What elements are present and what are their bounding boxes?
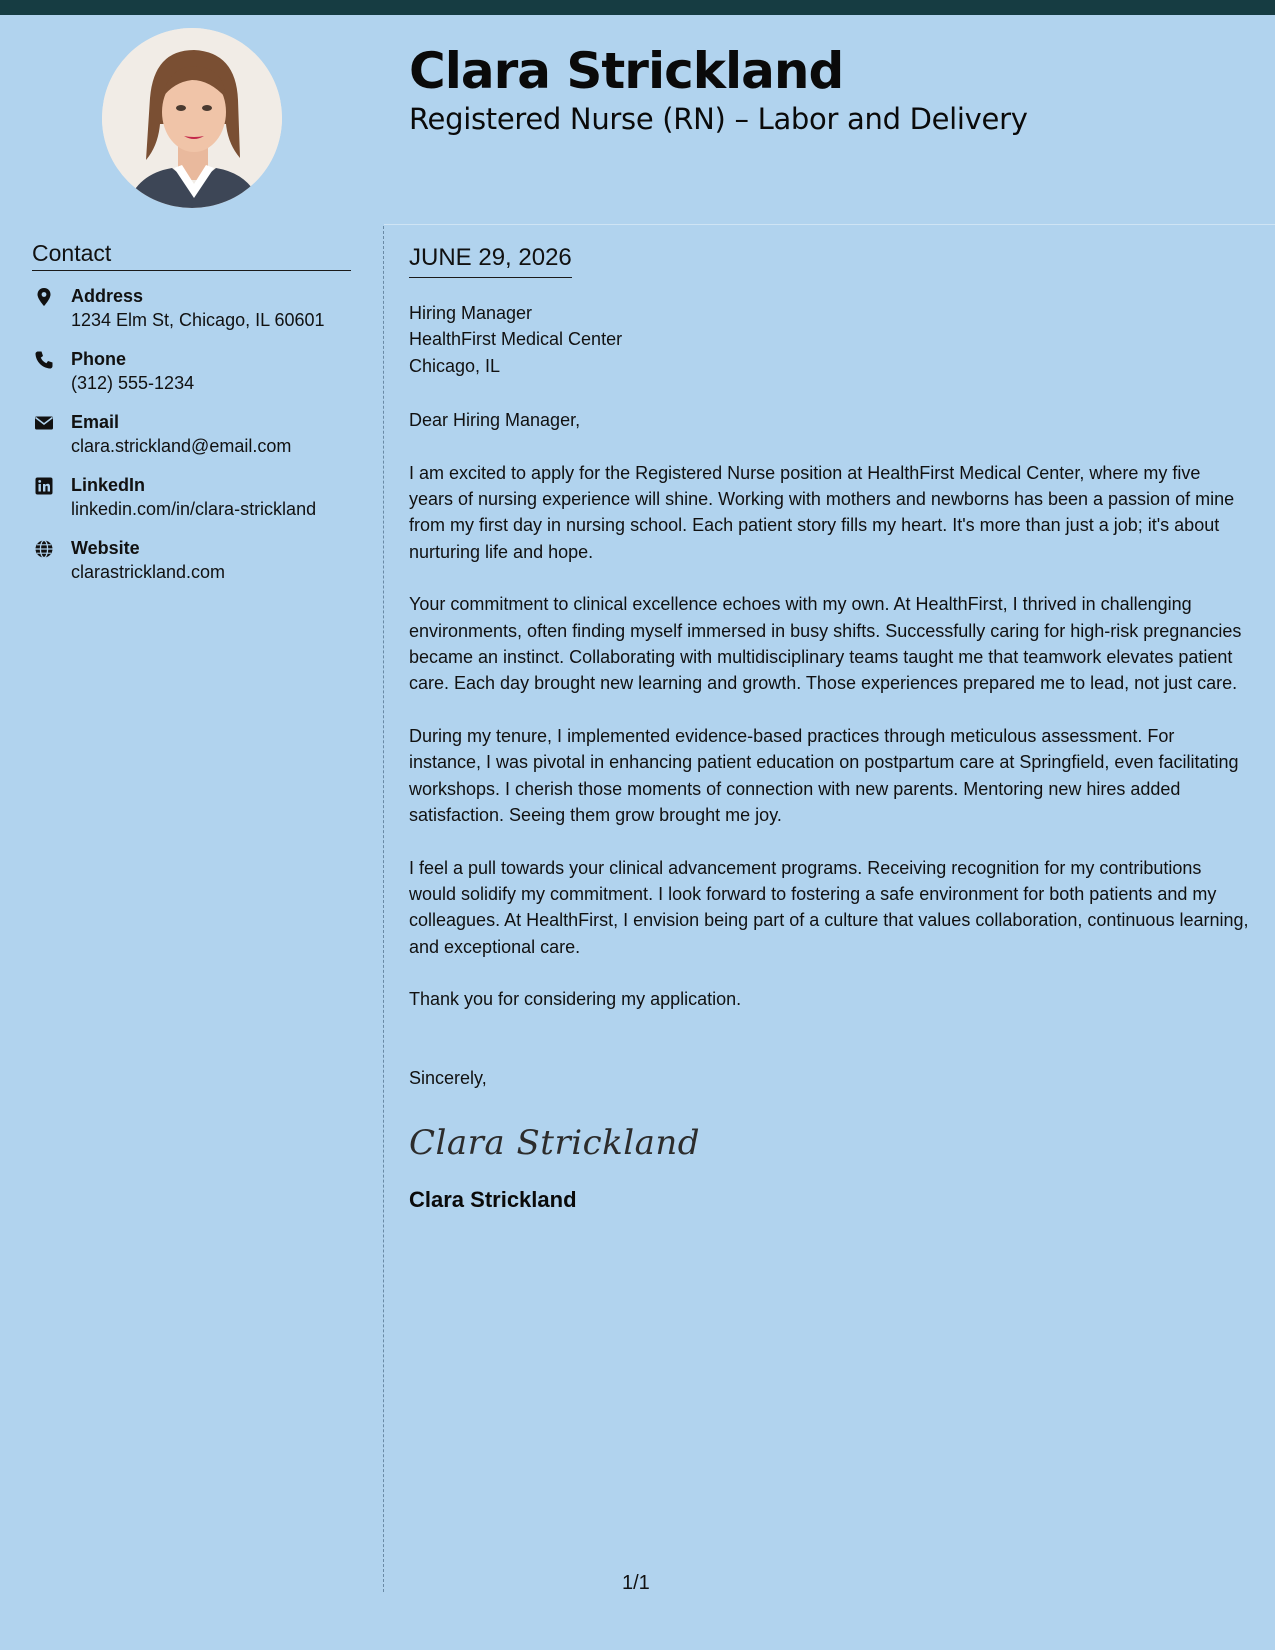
page-number: 1/1	[622, 1572, 650, 1594]
header-name: Clara Strickland	[409, 42, 844, 100]
letter-date: JUNE 29, 2026	[409, 243, 572, 278]
signer-name: Clara Strickland	[409, 1186, 577, 1212]
letter-paragraph: Your commitment to clinical excellence echoes with my own. At HealthFirst, I thrived in challenging environments, often finding myself immersed in busy shifts. Successfully caring for high-risk pregnancies became an instinct. Collaborating with multidisciplinary teams taught me that teamwork elevates patient care. Each day brought new learning and growth. Those experiences prepared me to lead, not just care.	[409, 594, 1242, 694]
signoff: Sincerely,	[409, 1067, 487, 1088]
header-job-title: Registered Nurse (RN) – Labor and Delivery	[409, 102, 1028, 136]
envelope-icon	[34, 413, 54, 433]
letter-paragraph: I am excited to apply for the Registered Nurse position at HealthFirst Medical Center, where my five years of nursing experience will shine. Working with mothers and newborns has been a passion of mine from my first day in nursing school. Each patient story fills my heart. It's more than just a job; it's about nurturing life and hope.	[409, 462, 1235, 562]
letter-paragraph: During my tenure, I implemented evidence-based practices through meticulous assessment. For instance, I was pivotal in enhancing patient education on postpartum care at Springfield, even facilitating workshops. I cherish those moments of connection with new parents. Mentoring new hires added satisfaction. Seeing them grow brought me joy.	[409, 725, 1239, 826]
contact-item-linkedin	[32, 473, 362, 536]
contact-list	[32, 284, 362, 599]
contact-label: Website	[71, 538, 140, 558]
phone-icon	[34, 350, 54, 370]
salutation: Dear Hiring Manager,	[409, 410, 581, 431]
globe-icon	[34, 539, 54, 559]
contact-item-phone	[32, 347, 362, 410]
profile-photo	[102, 28, 282, 208]
contact-item-website	[32, 536, 362, 599]
location-pin-icon	[34, 287, 54, 307]
contact-label: Address	[71, 286, 144, 306]
phone-value: (312) 555-1234	[71, 373, 195, 393]
letter-body	[409, 243, 1249, 1213]
website-value[interactable]: clarastrickland.com	[71, 562, 226, 582]
header-divider	[384, 224, 1275, 225]
linkedin-value[interactable]: linkedin.com/in/clara-strickland	[71, 499, 317, 519]
contact-label: Phone	[71, 349, 127, 369]
signature: Clara Strickland	[409, 1122, 701, 1163]
recipient-block	[409, 300, 1249, 379]
letter-paragraph: I feel a pull towards your clinical advancement programs. Receiving recognition for my contributions would solidify my commitment. I look forward to fostering a safe environment for both patients and my colleagues. At HealthFirst, I envision being part of a culture that values collaboration, continuous learning, and exceptional care.	[409, 857, 1249, 957]
top-accent-bar	[0, 0, 1275, 15]
linkedin-icon	[34, 476, 54, 496]
recipient-line: HealthFirst Medical Center	[409, 329, 623, 350]
contact-label: LinkedIn	[71, 475, 146, 495]
contact-item-address	[32, 284, 362, 347]
recipient-line: Chicago, IL	[409, 355, 501, 376]
contact-heading: Contact	[32, 240, 351, 271]
email-value[interactable]: clara.strickland@email.com	[71, 436, 292, 456]
contact-label: Email	[71, 412, 120, 432]
closing-line: Thank you for considering my application.	[409, 989, 742, 1010]
recipient-line: Hiring Manager	[409, 303, 533, 323]
contact-item-email	[32, 410, 362, 473]
address-value: 1234 Elm St, Chicago, IL 60601	[71, 310, 325, 330]
column-divider	[383, 226, 384, 1592]
